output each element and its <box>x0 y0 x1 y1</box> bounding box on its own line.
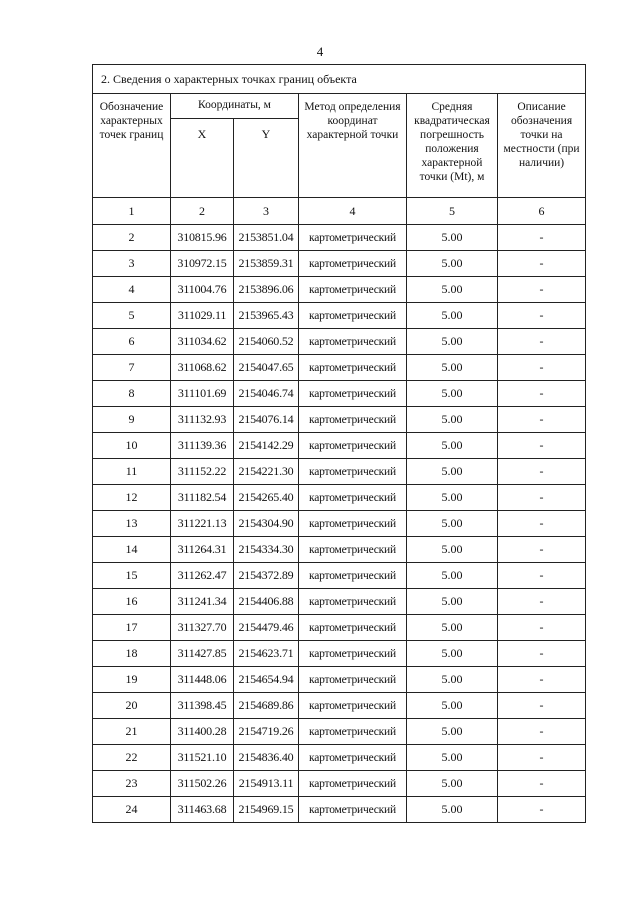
x-coordinate-cell: 311521.10 <box>171 745 234 771</box>
error-cell: 5.00 <box>407 667 498 693</box>
y-coordinate-cell: 2154142.29 <box>234 433 299 459</box>
point-cell: 15 <box>93 563 171 589</box>
table-row <box>93 693 586 719</box>
description-cell: - <box>498 407 586 433</box>
y-coordinate-cell: 2154304.90 <box>234 511 299 537</box>
error-cell: 5.00 <box>407 381 498 407</box>
point-cell: 22 <box>93 745 171 771</box>
table-row <box>93 277 586 303</box>
error-cell: 5.00 <box>407 225 498 251</box>
table-body <box>93 225 586 823</box>
column-number-row <box>93 198 586 225</box>
point-cell: 14 <box>93 537 171 563</box>
y-coordinate-cell: 2154046.74 <box>234 381 299 407</box>
method-cell: картометрический <box>299 433 407 459</box>
x-coordinate-cell: 311398.45 <box>171 693 234 719</box>
point-cell: 12 <box>93 485 171 511</box>
x-coordinate-cell: 311101.69 <box>171 381 234 407</box>
section-title: 2. Сведения о характерных точках границ объекта <box>93 65 586 94</box>
table-row <box>93 511 586 537</box>
method-cell: картометрический <box>299 745 407 771</box>
table-row <box>93 667 586 693</box>
point-cell: 6 <box>93 329 171 355</box>
x-coordinate-cell: 311463.68 <box>171 797 234 823</box>
y-coordinate-cell: 2153965.43 <box>234 303 299 329</box>
header-x: X <box>171 119 234 198</box>
boundary-points-table <box>92 64 586 823</box>
error-cell: 5.00 <box>407 563 498 589</box>
table-row <box>93 355 586 381</box>
description-cell: - <box>498 771 586 797</box>
method-cell: картометрический <box>299 511 407 537</box>
header-y: Y <box>234 119 299 198</box>
section-title-row <box>93 65 586 94</box>
y-coordinate-cell: 2154265.40 <box>234 485 299 511</box>
method-cell: картометрический <box>299 563 407 589</box>
y-coordinate-cell: 2154836.40 <box>234 745 299 771</box>
x-coordinate-cell: 310972.15 <box>171 251 234 277</box>
description-cell: - <box>498 641 586 667</box>
x-coordinate-cell: 311182.54 <box>171 485 234 511</box>
method-cell: картометрический <box>299 485 407 511</box>
method-cell: картометрический <box>299 355 407 381</box>
description-cell: - <box>498 719 586 745</box>
table-row <box>93 407 586 433</box>
error-cell: 5.00 <box>407 771 498 797</box>
x-coordinate-cell: 311221.13 <box>171 511 234 537</box>
error-cell: 5.00 <box>407 589 498 615</box>
table-row <box>93 251 586 277</box>
error-cell: 5.00 <box>407 511 498 537</box>
description-cell: - <box>498 745 586 771</box>
y-coordinate-cell: 2154372.89 <box>234 563 299 589</box>
method-cell: картометрический <box>299 459 407 485</box>
column-number: 1 <box>93 198 171 225</box>
error-cell: 5.00 <box>407 355 498 381</box>
error-cell: 5.00 <box>407 433 498 459</box>
header-point: Обозначение характерных точек границ <box>93 94 171 198</box>
error-cell: 5.00 <box>407 797 498 823</box>
method-cell: картометрический <box>299 797 407 823</box>
y-coordinate-cell: 2154969.15 <box>234 797 299 823</box>
y-coordinate-cell: 2153851.04 <box>234 225 299 251</box>
y-coordinate-cell: 2154913.11 <box>234 771 299 797</box>
point-cell: 24 <box>93 797 171 823</box>
y-coordinate-cell: 2154654.94 <box>234 667 299 693</box>
x-coordinate-cell: 311400.28 <box>171 719 234 745</box>
x-coordinate-cell: 311264.31 <box>171 537 234 563</box>
error-cell: 5.00 <box>407 329 498 355</box>
y-coordinate-cell: 2154623.71 <box>234 641 299 667</box>
description-cell: - <box>498 797 586 823</box>
description-cell: - <box>498 303 586 329</box>
table-row <box>93 771 586 797</box>
error-cell: 5.00 <box>407 251 498 277</box>
table-row <box>93 485 586 511</box>
description-cell: - <box>498 433 586 459</box>
x-coordinate-cell: 311327.70 <box>171 615 234 641</box>
header-row <box>93 94 586 119</box>
method-cell: картометрический <box>299 537 407 563</box>
method-cell: картометрический <box>299 225 407 251</box>
method-cell: картометрический <box>299 329 407 355</box>
y-coordinate-cell: 2154334.30 <box>234 537 299 563</box>
description-cell: - <box>498 329 586 355</box>
y-coordinate-cell: 2154076.14 <box>234 407 299 433</box>
method-cell: картометрический <box>299 381 407 407</box>
header-error: Средняя квадратическая погрешность положения характерной точки (Mt), м <box>407 94 498 198</box>
y-coordinate-cell: 2154221.30 <box>234 459 299 485</box>
x-coordinate-cell: 311427.85 <box>171 641 234 667</box>
error-cell: 5.00 <box>407 485 498 511</box>
description-cell: - <box>498 693 586 719</box>
method-cell: картометрический <box>299 615 407 641</box>
column-number: 2 <box>171 198 234 225</box>
y-coordinate-cell: 2154689.86 <box>234 693 299 719</box>
x-coordinate-cell: 310815.96 <box>171 225 234 251</box>
x-coordinate-cell: 311241.34 <box>171 589 234 615</box>
error-cell: 5.00 <box>407 537 498 563</box>
method-cell: картометрический <box>299 693 407 719</box>
method-cell: картометрический <box>299 667 407 693</box>
table-row <box>93 381 586 407</box>
table-row <box>93 329 586 355</box>
description-cell: - <box>498 537 586 563</box>
table-row <box>93 615 586 641</box>
table-row <box>93 797 586 823</box>
description-cell: - <box>498 277 586 303</box>
table-row <box>93 563 586 589</box>
header-method: Метод определения координат характерной точки <box>299 94 407 198</box>
x-coordinate-cell: 311448.06 <box>171 667 234 693</box>
point-cell: 5 <box>93 303 171 329</box>
table-row <box>93 589 586 615</box>
x-coordinate-cell: 311132.93 <box>171 407 234 433</box>
method-cell: картометрический <box>299 641 407 667</box>
y-coordinate-cell: 2154719.26 <box>234 719 299 745</box>
description-cell: - <box>498 667 586 693</box>
point-cell: 23 <box>93 771 171 797</box>
column-number: 3 <box>234 198 299 225</box>
x-coordinate-cell: 311029.11 <box>171 303 234 329</box>
error-cell: 5.00 <box>407 303 498 329</box>
point-cell: 20 <box>93 693 171 719</box>
method-cell: картометрический <box>299 277 407 303</box>
description-cell: - <box>498 615 586 641</box>
x-coordinate-cell: 311068.62 <box>171 355 234 381</box>
table-row <box>93 225 586 251</box>
x-coordinate-cell: 311139.36 <box>171 433 234 459</box>
x-coordinate-cell: 311152.22 <box>171 459 234 485</box>
description-cell: - <box>498 459 586 485</box>
x-coordinate-cell: 311502.26 <box>171 771 234 797</box>
table-row <box>93 641 586 667</box>
description-cell: - <box>498 563 586 589</box>
point-cell: 7 <box>93 355 171 381</box>
column-number: 5 <box>407 198 498 225</box>
point-cell: 13 <box>93 511 171 537</box>
point-cell: 18 <box>93 641 171 667</box>
method-cell: картометрический <box>299 771 407 797</box>
error-cell: 5.00 <box>407 693 498 719</box>
point-cell: 16 <box>93 589 171 615</box>
error-cell: 5.00 <box>407 277 498 303</box>
header-description: Описание обозначения точки на местности (при наличии) <box>498 94 586 198</box>
point-cell: 17 <box>93 615 171 641</box>
description-cell: - <box>498 589 586 615</box>
error-cell: 5.00 <box>407 745 498 771</box>
description-cell: - <box>498 251 586 277</box>
error-cell: 5.00 <box>407 407 498 433</box>
table-row <box>93 719 586 745</box>
error-cell: 5.00 <box>407 615 498 641</box>
y-coordinate-cell: 2153859.31 <box>234 251 299 277</box>
method-cell: картометрический <box>299 719 407 745</box>
point-cell: 9 <box>93 407 171 433</box>
x-coordinate-cell: 311262.47 <box>171 563 234 589</box>
description-cell: - <box>498 511 586 537</box>
point-cell: 3 <box>93 251 171 277</box>
x-coordinate-cell: 311034.62 <box>171 329 234 355</box>
column-number: 6 <box>498 198 586 225</box>
method-cell: картометрический <box>299 303 407 329</box>
table-row <box>93 303 586 329</box>
table-row <box>93 745 586 771</box>
point-cell: 2 <box>93 225 171 251</box>
column-number: 4 <box>299 198 407 225</box>
y-coordinate-cell: 2154060.52 <box>234 329 299 355</box>
y-coordinate-cell: 2153896.06 <box>234 277 299 303</box>
y-coordinate-cell: 2154479.46 <box>234 615 299 641</box>
method-cell: картометрический <box>299 251 407 277</box>
error-cell: 5.00 <box>407 459 498 485</box>
header-coordinates: Координаты, м <box>171 94 299 119</box>
point-cell: 21 <box>93 719 171 745</box>
page-number: 4 <box>316 44 324 59</box>
y-coordinate-cell: 2154047.65 <box>234 355 299 381</box>
error-cell: 5.00 <box>407 641 498 667</box>
point-cell: 11 <box>93 459 171 485</box>
y-coordinate-cell: 2154406.88 <box>234 589 299 615</box>
table-row <box>93 433 586 459</box>
description-cell: - <box>498 485 586 511</box>
error-cell: 5.00 <box>407 719 498 745</box>
x-coordinate-cell: 311004.76 <box>171 277 234 303</box>
table-row <box>93 537 586 563</box>
method-cell: картометрический <box>299 589 407 615</box>
table-row <box>93 459 586 485</box>
point-cell: 8 <box>93 381 171 407</box>
description-cell: - <box>498 355 586 381</box>
point-cell: 19 <box>93 667 171 693</box>
method-cell: картометрический <box>299 407 407 433</box>
point-cell: 4 <box>93 277 171 303</box>
description-cell: - <box>498 381 586 407</box>
description-cell: - <box>498 225 586 251</box>
point-cell: 10 <box>93 433 171 459</box>
